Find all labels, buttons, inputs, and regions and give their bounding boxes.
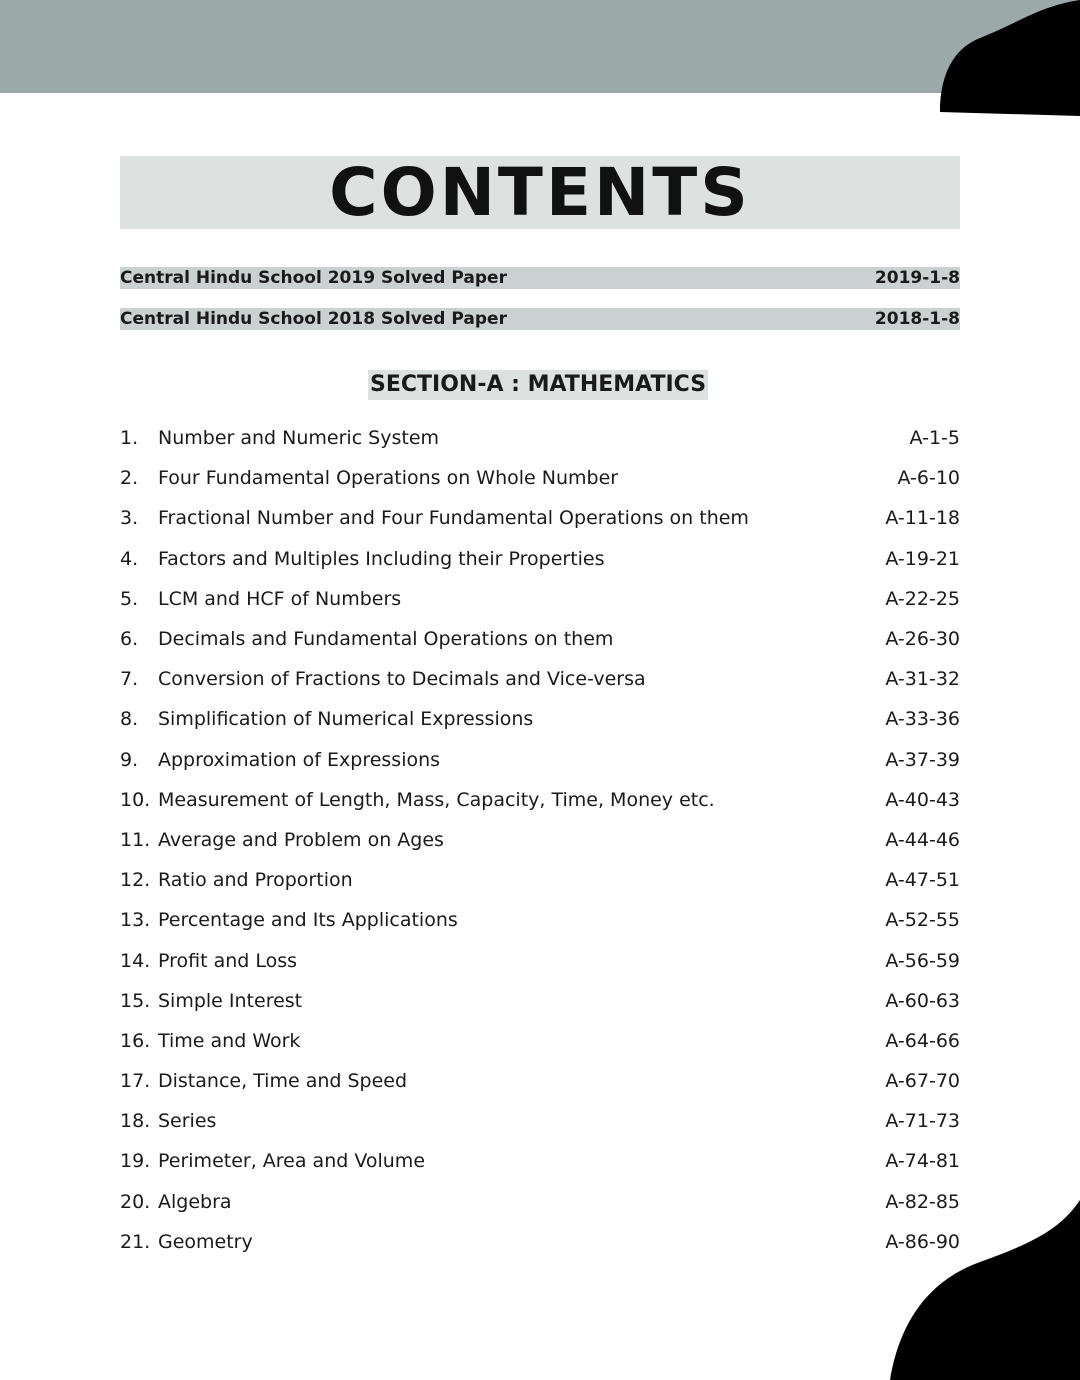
chapter-title: Time and Work [158, 1029, 301, 1052]
chapter-page: A-56-59 [885, 949, 960, 972]
chapter-page: A-37-39 [885, 748, 960, 771]
solved-paper-title: Central Hindu School 2018 Solved Paper [120, 309, 507, 329]
chapter-page: A-82-85 [885, 1190, 960, 1213]
chapter-page: A-67-70 [885, 1070, 960, 1093]
chapter-title: Average and Problem on Ages [158, 828, 444, 851]
chapter-number: 4. [120, 547, 139, 570]
chapter-number: 18. [120, 1110, 151, 1133]
contents-title-box [120, 153, 960, 231]
chapter-row [120, 699, 960, 739]
chapter-list [120, 418, 960, 1262]
chapter-row [120, 740, 960, 780]
chapter-title: Simple Interest [158, 989, 303, 1012]
chapter-page: A-22-25 [885, 587, 960, 610]
chapter-number: 16. [120, 1029, 151, 1052]
chapter-title: Profit and Loss [158, 949, 298, 972]
chapter-number: 6. [120, 628, 139, 651]
chapter-title: Perimeter, Area and Volume [158, 1150, 426, 1173]
chapter-row [120, 539, 960, 579]
chapter-title: Series [158, 1110, 217, 1133]
chapter-number: 5. [120, 587, 139, 610]
chapter-page: A-86-90 [885, 1230, 960, 1253]
solved-paper-row [120, 308, 960, 330]
chapter-title: Algebra [158, 1190, 232, 1213]
top-header-band [0, 0, 1080, 93]
chapter-number: 15. [120, 989, 151, 1012]
solved-paper-title: Central Hindu School 2019 Solved Paper [120, 268, 507, 288]
chapter-row [120, 1222, 960, 1262]
chapter-row [120, 780, 960, 820]
chapter-page: A-26-30 [885, 628, 960, 651]
chapter-title: Measurement of Length, Mass, Capacity, Time, Money etc. [158, 788, 715, 811]
chapter-row [120, 418, 960, 458]
chapter-page: A-31-32 [885, 668, 960, 691]
solved-paper-page: 2018-1-8 [874, 309, 960, 329]
chapter-number: 12. [120, 869, 151, 892]
chapter-title: LCM and HCF of Numbers [158, 587, 402, 610]
chapter-row [120, 579, 960, 619]
chapter-page: A-1-5 [909, 427, 960, 450]
chapter-number: 7. [120, 668, 139, 691]
chapter-page: A-64-66 [885, 1029, 960, 1052]
chapter-row [120, 498, 960, 538]
chapter-page: A-40-43 [885, 788, 960, 811]
chapter-number: 17. [120, 1070, 151, 1093]
chapter-title: Simplification of Numerical Expressions [158, 708, 534, 731]
chapter-number: 2. [120, 467, 139, 490]
chapter-title: Conversion of Fractions to Decimals and Vice-versa [158, 668, 646, 691]
solved-paper-row [120, 267, 960, 289]
chapter-row [120, 1061, 960, 1101]
chapter-page: A-52-55 [885, 909, 960, 932]
chapter-number: 9. [120, 748, 139, 771]
chapter-page: A-19-21 [885, 547, 960, 570]
chapter-row [120, 900, 960, 940]
chapter-title: Ratio and Proportion [158, 869, 353, 892]
chapter-row [120, 458, 960, 498]
chapter-number: 19. [120, 1150, 151, 1173]
chapter-row [120, 1182, 960, 1222]
chapter-title: Factors and Multiples Including their Properties [158, 547, 605, 570]
chapter-page: A-44-46 [885, 828, 960, 851]
chapter-page: A-74-81 [885, 1150, 960, 1173]
chapter-row [120, 1101, 960, 1141]
chapter-number: 14. [120, 949, 151, 972]
chapter-row [120, 1141, 960, 1181]
section-heading: SECTION-A : MATHEMATICS [368, 370, 708, 400]
chapter-title: Approximation of Expressions [158, 748, 441, 771]
chapter-number: 11. [120, 828, 151, 851]
chapter-title: Fractional Number and Four Fundamental Operations on them [158, 507, 749, 530]
chapter-row [120, 981, 960, 1021]
chapter-row [120, 619, 960, 659]
page-title: CONTENTS [329, 153, 751, 231]
chapter-number: 21. [120, 1230, 151, 1253]
chapter-title: Decimals and Fundamental Operations on them [158, 628, 614, 651]
chapter-number: 20. [120, 1190, 151, 1213]
chapter-row [120, 940, 960, 980]
chapter-number: 3. [120, 507, 139, 530]
chapter-row [120, 820, 960, 860]
decorative-wave-bottom [890, 1200, 1080, 1380]
solved-paper-page: 2019-1-8 [874, 268, 960, 288]
chapter-title: Percentage and Its Applications [158, 909, 458, 932]
chapter-page: A-47-51 [885, 869, 960, 892]
chapter-page: A-33-36 [885, 708, 960, 731]
chapter-page: A-60-63 [885, 989, 960, 1012]
chapter-row [120, 1021, 960, 1061]
chapter-page: A-71-73 [885, 1110, 960, 1133]
chapter-row [120, 860, 960, 900]
chapter-number: 8. [120, 708, 139, 731]
chapter-title: Number and Numeric System [158, 427, 440, 450]
chapter-number: 13. [120, 909, 151, 932]
chapter-title: Four Fundamental Operations on Whole Number [158, 467, 619, 490]
chapter-page: A-11-18 [885, 507, 960, 530]
chapter-title: Geometry [158, 1230, 253, 1253]
chapter-number: 1. [120, 427, 139, 450]
decorative-wave-top [940, 0, 1080, 116]
chapter-title: Distance, Time and Speed [158, 1070, 408, 1093]
chapter-number: 10. [120, 788, 151, 811]
chapter-row [120, 659, 960, 699]
chapter-page: A-6-10 [897, 467, 960, 490]
